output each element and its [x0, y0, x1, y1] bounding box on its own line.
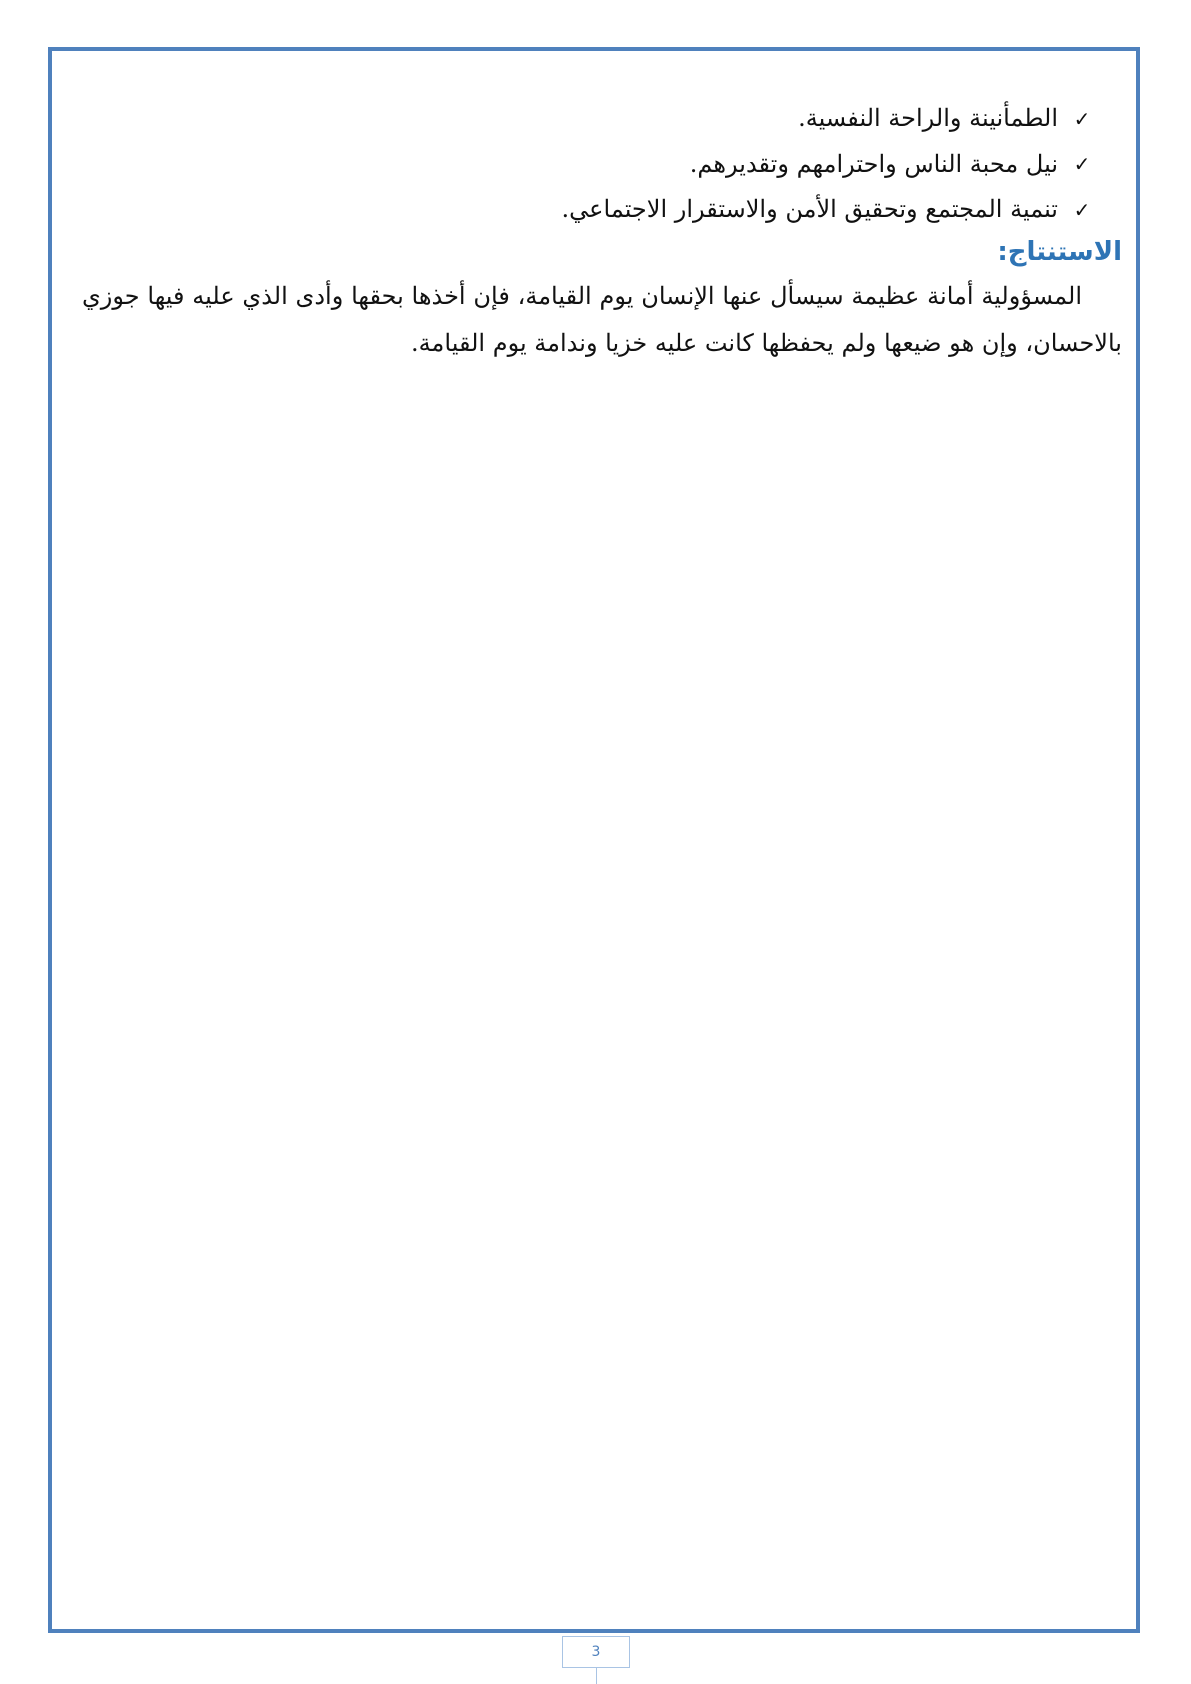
check-icon: ✓: [1073, 152, 1091, 177]
list-item: [82, 142, 1092, 188]
list-item-text: الطمأنينة والراحة النفسية.: [798, 104, 1058, 132]
list-item: [82, 187, 1092, 233]
page-number-tick: [596, 1668, 597, 1684]
list-item-text: نيل محبة الناس واحترامهم وتقديرهم.: [689, 149, 1058, 178]
check-icon: ✓: [1073, 197, 1091, 222]
list-item-text: تنمية المجتمع وتحقيق الأمن والاستقرار الاجتماعي.: [561, 195, 1058, 224]
benefits-list: [82, 96, 1122, 233]
check-icon: ✓: [1073, 106, 1091, 131]
conclusion-heading: الاستنتاج:: [997, 236, 1122, 267]
list-item: [82, 96, 1092, 142]
page-content: [82, 96, 1122, 366]
conclusion-paragraph: المسؤولية أمانة عظيمة سيسأل عنها الإنسان يوم القيامة، فإن أخذها بحقها وأدى الذي عليه فيها جوزي بالاحسان، وإن هو ضيعها ولم يحفظها كانت عليه خزيا وندامة يوم القيامة.: [82, 281, 1122, 357]
page-number: 3: [562, 1636, 630, 1668]
